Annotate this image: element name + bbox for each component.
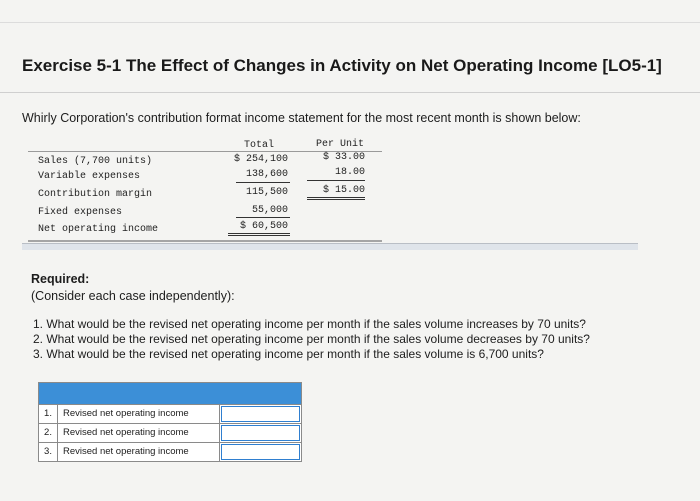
per-unit-variable: 18.00 — [334, 167, 365, 178]
page-title: Exercise 5-1 The Effect of Changes in Activity on Net Operating Income [LO5-1] — [22, 56, 662, 75]
per-unit-double-underline — [307, 197, 365, 198]
net-double-underline — [228, 233, 290, 234]
divider — [0, 92, 700, 93]
statement-bottom-rule — [28, 240, 382, 242]
row-label: Revised net operating income — [58, 405, 220, 423]
answer-input-1[interactable] — [221, 406, 300, 422]
question-1: 1. What would be the revised net operating income per month if the sales volume increases by 70 units? — [33, 317, 586, 331]
total-fixed: 55,000 — [251, 205, 288, 216]
required-note: (Consider each case independently): — [31, 289, 235, 303]
row-label: Revised net operating income — [58, 424, 220, 442]
row-label-net: Net operating income — [38, 224, 159, 235]
header-per-unit: Per Unit — [316, 139, 365, 150]
answer-table — [38, 382, 302, 462]
total-contribution: 115,500 — [245, 187, 288, 198]
table-row — [39, 423, 301, 442]
table-row — [39, 442, 301, 461]
row-label-sales: Sales (7,700 units) — [38, 156, 153, 167]
answer-input-3[interactable] — [221, 444, 300, 460]
fixed-underline — [236, 217, 290, 218]
table-row — [39, 404, 301, 423]
answer-table-header — [39, 383, 301, 404]
intro-text: Whirly Corporation's contribution format income statement for the most recent month is shown below: — [22, 111, 581, 125]
required-heading: Required: — [31, 272, 90, 286]
per-unit-sales: $ 33.00 — [322, 152, 365, 163]
per-unit-contribution: $ 15.00 — [322, 185, 365, 196]
row-number: 1. — [39, 405, 58, 423]
answer-input-2[interactable] — [221, 425, 300, 441]
row-label-variable: Variable expenses — [38, 171, 141, 182]
per-unit-double-underline-2 — [307, 199, 365, 200]
section-divider — [22, 243, 638, 250]
net-double-underline-2 — [228, 235, 290, 236]
total-net: $ 60,500 — [239, 221, 288, 232]
row-label-fixed: Fixed expenses — [38, 207, 123, 218]
total-variable: 138,600 — [245, 169, 288, 180]
row-number: 2. — [39, 424, 58, 442]
header-total: Total — [244, 140, 275, 151]
top-border — [0, 22, 700, 23]
question-2: 2. What would be the revised net operating income per month if the sales volume decreases by 70 units? — [33, 332, 590, 346]
per-unit-underline — [307, 180, 365, 181]
row-number: 3. — [39, 443, 58, 461]
total-sales: $ 254,100 — [233, 154, 288, 165]
row-label-contribution: Contribution margin — [38, 189, 153, 200]
question-3: 3. What would be the revised net operating income per month if the sales volume is 6,700 units? — [33, 347, 544, 361]
row-label: Revised net operating income — [58, 443, 220, 461]
total-underline — [236, 182, 290, 183]
